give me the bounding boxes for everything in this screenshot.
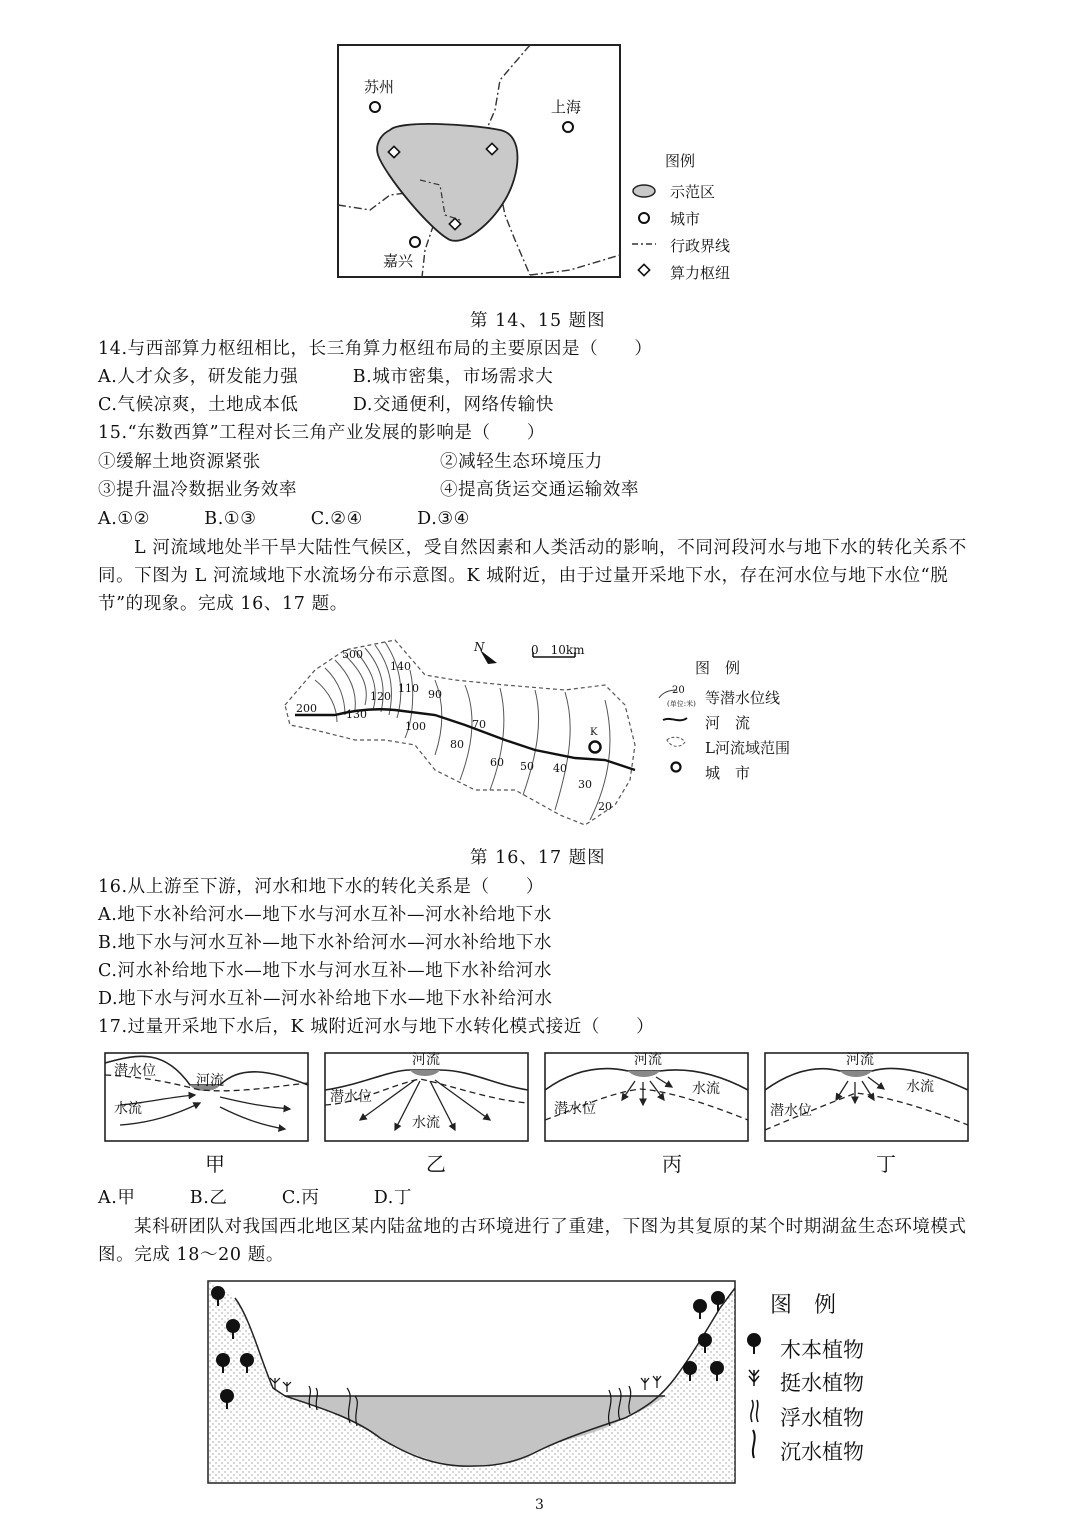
question-16-option-b: B.地下水与河水互补—地下水补给河水—河水补给地下水: [98, 933, 553, 953]
question-16-option-a: A.地下水补给河水—地下水与河水互补—河水补给地下水: [98, 905, 552, 925]
tree-icon: [693, 1299, 707, 1313]
passage-16-17: L 河流域地处半干旱大陆性气候区，受自然因素和人类活动的影响，不同河段河水与地下水的转化关系不同。下图为 L 河流域地下水流场分布示意图。K 城附近，由于过量开采地下水，存在河水位与地下水位“脱节”的现象。完成 16、17 题。: [98, 538, 967, 614]
panel-bing-label-flow: 水流: [692, 1081, 720, 1097]
city-label-shanghai: 上海: [551, 98, 582, 116]
panel-yi-label-water-table: 潜水位: [330, 1089, 372, 1105]
question-14-options-ab: A.人才众多，研发能力强 B.城市密集，市场需求大: [98, 367, 554, 387]
figure-caption-16-17: 第 16、17 题图: [470, 848, 606, 868]
legend-unit-value: 20: [672, 685, 685, 696]
legend-river: 河 流: [705, 714, 751, 732]
legend-title: 图 例: [695, 659, 741, 677]
tree-icon: [698, 1333, 712, 1347]
demonstration-zone: [377, 124, 517, 241]
lake-basin-diagram: [205, 1278, 740, 1488]
panel-label-jia: 甲: [205, 1152, 225, 1176]
north-label: N: [474, 640, 485, 654]
scale-label: 0 10km: [531, 643, 585, 657]
question-15-stem: 15.“东数西算”工程对长三角产业发展的影响是（ ）: [98, 423, 545, 443]
question-16-option-d: D.地下水与河水互补—河水补给地下水—地下水补给河水: [98, 989, 553, 1009]
question-17-options: A.甲 B.乙 C.丙 D.丁: [98, 1188, 413, 1208]
legend-title: 图例: [665, 152, 696, 170]
question-14-options-cd: C.气候凉爽，土地成本低 D.交通便利，网络传输快: [98, 395, 554, 415]
question-15-item-4: ④提高货运交通运输效率: [440, 480, 640, 500]
legend-city: 城市: [670, 210, 701, 228]
city-label-jiaxing: 嘉兴: [383, 252, 414, 270]
legend-basin: L河流域范围: [705, 739, 790, 757]
legend-city: 城 市: [705, 764, 751, 782]
panel-bing-label-river: 河流: [634, 1052, 662, 1068]
panel-bing-label-water-table: 潜水位: [554, 1101, 596, 1117]
panel-label-ding: 丁: [876, 1152, 896, 1176]
contour-label: 70: [472, 718, 486, 731]
contour-label: 100: [405, 720, 426, 733]
k-city-marker: [590, 742, 601, 753]
question-16-option-c: C.河水补给地下水—地下水与河水互补—地下水补给河水: [98, 961, 552, 981]
k-city-label: K: [590, 727, 598, 738]
legend-woody-plant: 木本植物: [780, 1338, 864, 1362]
contour-label: 500: [342, 648, 363, 661]
suzhou-city-marker: [370, 102, 380, 112]
legend-zone: 示范区: [670, 183, 716, 201]
contour-label: 80: [450, 738, 464, 751]
contour-label: 200: [296, 702, 317, 715]
tree-icon: [211, 1286, 225, 1300]
panel-ding-label-flow: 水流: [906, 1079, 934, 1095]
panel-label-yi: 乙: [426, 1152, 446, 1176]
contour-label: 60: [490, 756, 504, 769]
basin-boundary: [285, 640, 635, 825]
legend-contour: 等潜水位线: [705, 689, 781, 707]
panel-yi-label-river: 河流: [412, 1052, 440, 1068]
tree-icon: [683, 1361, 697, 1375]
figure-caption-14-15: 第 14、15 题图: [470, 311, 606, 331]
legend-emergent-plant: 挺水植物: [780, 1371, 864, 1395]
contour-label: 90: [428, 688, 442, 701]
question-15-item-3: ③提升温冷数据业务效率: [98, 480, 298, 500]
tree-icon: [226, 1319, 240, 1333]
fig3-legend-symbols: [742, 1330, 766, 1470]
tree-icon: [216, 1353, 230, 1367]
legend-submerged-plant: 沉水植物: [780, 1440, 864, 1464]
tree-icon: [710, 1361, 724, 1375]
legend-floating-plant: 浮水植物: [780, 1406, 864, 1430]
panel-yi-label-flow: 水流: [412, 1115, 440, 1131]
panel-label-bing: 丙: [662, 1152, 682, 1176]
contour-label: 20: [598, 800, 612, 813]
tree-icon: [711, 1291, 725, 1305]
jiaxing-city-marker: [410, 237, 420, 247]
question-16-stem: 16.从上游至下游，河水和地下水的转化关系是（ ）: [98, 877, 544, 897]
contour-label: 50: [520, 760, 534, 773]
panel-jia-label-water-table: 潜水位: [114, 1063, 156, 1079]
tree-icon: [240, 1353, 254, 1367]
question-15-item-1: ①缓解土地资源紧张: [98, 452, 261, 472]
passage-18-20: 某科研团队对我国西北地区某内陆盆地的古环境进行了重建，下图为其复原的某个时期湖盆生态环境模式图。完成 18～20 题。: [98, 1217, 967, 1265]
panel-jia-label-flow: 水流: [114, 1101, 142, 1117]
question-17-stem: 17.过量开采地下水后，K 城附近河水与地下水转化模式接近（ ）: [98, 1017, 655, 1037]
contour-label: 40: [553, 762, 567, 775]
contour-label: 120: [370, 690, 391, 703]
city-label-suzhou: 苏州: [364, 78, 395, 96]
contour-label: 110: [398, 682, 419, 695]
legend-hub: 算力枢纽: [670, 264, 731, 282]
shanghai-city-marker: [563, 122, 573, 132]
contour-label: 140: [390, 660, 411, 673]
contour-label: 130: [346, 708, 367, 721]
question-15-options: A.①② B.①③ C.②④ D.③④: [98, 509, 470, 529]
panel-jia-label-river: 河流: [196, 1073, 224, 1089]
fig3-legend-title: 图 例: [770, 1293, 837, 1318]
panel-ding-label-river: 河流: [846, 1052, 874, 1068]
tree-icon: [220, 1389, 234, 1403]
contour-label: 30: [578, 778, 592, 791]
legend-unit: (单位:米): [667, 700, 696, 708]
page-number: 3: [535, 1497, 544, 1513]
panel-ding-label-water-table: 潜水位: [770, 1103, 812, 1119]
question-15-item-2: ②减轻生态环境压力: [440, 452, 603, 472]
legend-boundary: 行政界线: [670, 237, 731, 255]
question-14-stem: 14.与西部算力枢纽相比，长三角算力枢纽布局的主要原因是（ ）: [98, 339, 653, 359]
